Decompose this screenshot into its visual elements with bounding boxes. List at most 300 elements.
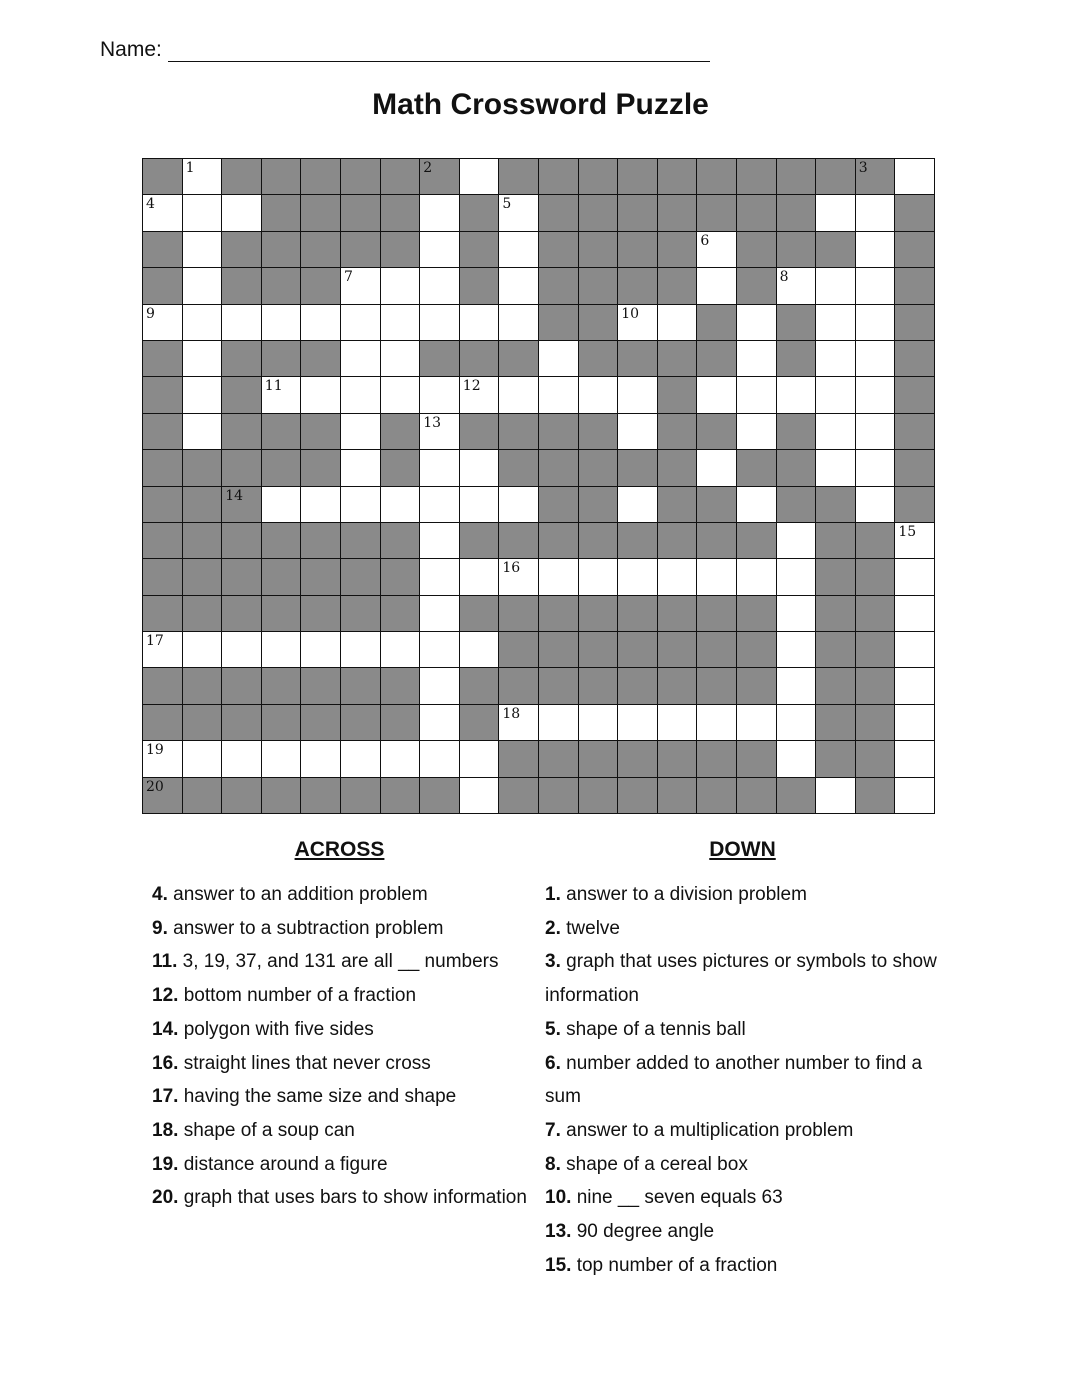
grid-answer-cell[interactable] — [856, 341, 895, 376]
grid-block-cell — [737, 268, 776, 303]
grid-block-cell — [262, 450, 301, 485]
grid-answer-cell[interactable] — [856, 414, 895, 449]
grid-answer-cell[interactable] — [420, 668, 459, 703]
grid-answer-cell[interactable] — [143, 741, 182, 776]
grid-answer-cell[interactable] — [420, 414, 459, 449]
grid-answer-cell[interactable] — [895, 559, 934, 594]
grid-answer-cell[interactable] — [618, 414, 657, 449]
grid-answer-cell[interactable] — [460, 159, 499, 194]
clue-number: 17 — [146, 633, 164, 650]
grid-block-cell — [856, 632, 895, 667]
grid-block-cell — [777, 195, 816, 230]
clue-number-label: 6. — [545, 1052, 561, 1074]
grid-answer-cell[interactable] — [737, 377, 776, 412]
grid-block-cell — [222, 705, 261, 740]
grid-answer-cell[interactable] — [381, 305, 420, 340]
down-clue — [545, 1181, 940, 1215]
grid-block-cell — [579, 195, 618, 230]
clue-text: having the same size and shape — [178, 1086, 457, 1108]
grid-block-cell — [816, 632, 855, 667]
grid-block-cell — [895, 377, 934, 412]
clue-number-label: 11. — [152, 951, 178, 973]
grid-answer-cell[interactable] — [420, 596, 459, 631]
across-clue-list — [152, 878, 527, 1215]
clue-number: 14 — [225, 487, 244, 504]
grid-block-cell — [579, 450, 618, 485]
grid-answer-cell[interactable] — [143, 632, 182, 667]
grid-answer-cell[interactable] — [856, 195, 895, 230]
grid-answer-cell[interactable] — [579, 705, 618, 740]
grid-answer-cell[interactable] — [777, 596, 816, 631]
grid-answer-cell[interactable] — [499, 232, 538, 267]
grid-block-cell — [579, 341, 618, 376]
grid-block-cell — [856, 741, 895, 776]
grid-answer-cell[interactable] — [816, 268, 855, 303]
grid-answer-cell[interactable] — [856, 305, 895, 340]
grid-answer-cell[interactable] — [183, 195, 222, 230]
grid-answer-cell[interactable] — [895, 705, 934, 740]
grid-answer-cell[interactable] — [460, 632, 499, 667]
grid-answer-cell[interactable] — [816, 305, 855, 340]
grid-block-cell — [816, 668, 855, 703]
grid-answer-cell[interactable] — [341, 414, 380, 449]
clue-text: shape of a cereal box — [560, 1153, 748, 1175]
grid-block-cell — [499, 159, 538, 194]
grid-answer-cell[interactable] — [895, 778, 934, 813]
grid-answer-cell[interactable] — [777, 377, 816, 412]
grid-answer-cell[interactable] — [499, 268, 538, 303]
clue-text: 90 degree angle — [571, 1221, 715, 1243]
grid-answer-cell[interactable] — [856, 232, 895, 267]
grid-block-cell — [618, 778, 657, 813]
grid-answer-cell[interactable] — [777, 705, 816, 740]
grid-block-cell — [539, 450, 578, 485]
grid-block-cell — [618, 159, 657, 194]
grid-block-cell — [301, 195, 340, 230]
grid-answer-cell[interactable] — [777, 268, 816, 303]
grid-block-cell — [777, 341, 816, 376]
grid-block-cell — [262, 414, 301, 449]
grid-block-cell — [222, 414, 261, 449]
grid-block-cell — [579, 668, 618, 703]
grid-block-cell — [697, 596, 736, 631]
clue-number: 7 — [343, 269, 353, 286]
grid-answer-cell[interactable] — [777, 668, 816, 703]
grid-answer-cell[interactable] — [420, 268, 459, 303]
grid-block-cell — [301, 668, 340, 703]
grid-answer-cell[interactable] — [579, 559, 618, 594]
grid-answer-cell[interactable] — [301, 632, 340, 667]
grid-answer-cell[interactable] — [262, 741, 301, 776]
clue-text: shape of a soup can — [178, 1119, 355, 1141]
grid-answer-cell[interactable] — [301, 741, 340, 776]
grid-answer-cell[interactable] — [816, 450, 855, 485]
grid-answer-cell[interactable] — [737, 559, 776, 594]
grid-block-cell — [816, 159, 855, 194]
grid-block-cell — [539, 232, 578, 267]
clue-number-label: 19. — [152, 1153, 179, 1175]
grid-answer-cell[interactable] — [381, 341, 420, 376]
grid-block-cell — [658, 487, 697, 522]
grid-answer-cell[interactable] — [856, 268, 895, 303]
grid-answer-cell[interactable] — [183, 414, 222, 449]
grid-block-cell — [262, 668, 301, 703]
grid-block-cell — [262, 341, 301, 376]
grid-block-cell — [895, 232, 934, 267]
grid-block-cell — [895, 450, 934, 485]
grid-block-cell — [697, 195, 736, 230]
grid-block-cell — [737, 632, 776, 667]
grid-block-cell — [816, 523, 855, 558]
grid-answer-cell[interactable] — [262, 632, 301, 667]
clue-text: answer to an addition problem — [167, 884, 428, 905]
grid-answer-cell[interactable] — [183, 159, 222, 194]
grid-answer-cell[interactable] — [262, 487, 301, 522]
grid-block-cell — [579, 159, 618, 194]
clue-text: straight lines that never cross — [178, 1052, 431, 1074]
across-clue — [152, 878, 527, 912]
grid-block-cell — [143, 778, 182, 813]
clue-text: answer to a subtraction problem — [167, 917, 444, 939]
grid-answer-cell[interactable] — [460, 377, 499, 412]
grid-answer-cell[interactable] — [301, 305, 340, 340]
grid-block-cell — [143, 487, 182, 522]
grid-block-cell — [341, 778, 380, 813]
grid-answer-cell[interactable] — [618, 487, 657, 522]
grid-answer-cell[interactable] — [697, 232, 736, 267]
grid-block-cell — [262, 705, 301, 740]
grid-answer-cell[interactable] — [697, 705, 736, 740]
clue-text: nine __ seven equals 63 — [571, 1187, 783, 1209]
down-clue — [545, 1013, 940, 1047]
name-field — [100, 38, 710, 62]
grid-block-cell — [222, 559, 261, 594]
grid-block-cell — [222, 668, 261, 703]
grid-block-cell — [777, 778, 816, 813]
grid-block-cell — [381, 450, 420, 485]
grid-answer-cell[interactable] — [499, 195, 538, 230]
grid-block-cell — [301, 414, 340, 449]
grid-answer-cell[interactable] — [499, 305, 538, 340]
grid-answer-cell[interactable] — [460, 305, 499, 340]
grid-answer-cell[interactable] — [499, 487, 538, 522]
clue-number: 19 — [146, 742, 164, 759]
grid-block-cell — [579, 305, 618, 340]
grid-block-cell — [301, 341, 340, 376]
down-clue — [545, 912, 940, 946]
grid-answer-cell[interactable] — [856, 450, 895, 485]
grid-block-cell — [183, 596, 222, 631]
grid-block-cell — [856, 523, 895, 558]
grid-answer-cell[interactable] — [618, 305, 657, 340]
grid-answer-cell[interactable] — [301, 487, 340, 522]
grid-answer-cell[interactable] — [895, 523, 934, 558]
grid-block-cell — [618, 195, 657, 230]
grid-block-cell — [579, 232, 618, 267]
grid-answer-cell[interactable] — [183, 268, 222, 303]
grid-answer-cell[interactable] — [183, 232, 222, 267]
grid-block-cell — [460, 232, 499, 267]
across-clue — [152, 979, 527, 1013]
grid-answer-cell[interactable] — [460, 450, 499, 485]
grid-answer-cell[interactable] — [183, 377, 222, 412]
grid-answer-cell[interactable] — [341, 377, 380, 412]
grid-answer-cell[interactable] — [222, 305, 261, 340]
grid-answer-cell[interactable] — [895, 596, 934, 631]
grid-block-cell — [222, 377, 261, 412]
grid-answer-cell[interactable] — [618, 705, 657, 740]
grid-block-cell — [341, 159, 380, 194]
grid-answer-cell[interactable] — [777, 741, 816, 776]
grid-answer-cell[interactable] — [460, 778, 499, 813]
grid-answer-cell[interactable] — [460, 487, 499, 522]
grid-block-cell — [143, 596, 182, 631]
clue-number: 2 — [423, 160, 433, 176]
grid-block-cell — [222, 159, 261, 194]
grid-answer-cell[interactable] — [658, 305, 697, 340]
grid-answer-cell[interactable] — [697, 377, 736, 412]
grid-answer-cell[interactable] — [777, 523, 816, 558]
grid-answer-cell[interactable] — [816, 377, 855, 412]
across-clue — [152, 1114, 527, 1148]
grid-answer-cell[interactable] — [737, 487, 776, 522]
grid-block-cell — [697, 341, 736, 376]
grid-block-cell — [539, 741, 578, 776]
clue-text: graph that uses bars to show information — [178, 1187, 527, 1209]
grid-block-cell — [777, 414, 816, 449]
grid-answer-cell[interactable] — [420, 195, 459, 230]
grid-answer-cell[interactable] — [658, 559, 697, 594]
grid-answer-cell[interactable] — [143, 195, 182, 230]
grid-block-cell — [579, 268, 618, 303]
grid-answer-cell[interactable] — [816, 195, 855, 230]
grid-block-cell — [737, 450, 776, 485]
grid-answer-cell[interactable] — [183, 632, 222, 667]
grid-block-cell — [262, 559, 301, 594]
grid-block-cell — [618, 741, 657, 776]
grid-answer-cell[interactable] — [183, 305, 222, 340]
grid-block-cell — [579, 414, 618, 449]
grid-answer-cell[interactable] — [856, 487, 895, 522]
grid-block-cell — [222, 778, 261, 813]
grid-answer-cell[interactable] — [895, 668, 934, 703]
grid-block-cell — [539, 778, 578, 813]
grid-answer-cell[interactable] — [381, 377, 420, 412]
grid-block-cell — [658, 268, 697, 303]
clue-number: 12 — [462, 378, 481, 395]
down-clue — [545, 1148, 940, 1182]
across-clue — [152, 1181, 527, 1215]
grid-answer-cell[interactable] — [341, 741, 380, 776]
grid-answer-cell[interactable] — [341, 632, 380, 667]
grid-block-cell — [579, 741, 618, 776]
across-heading: ACROSS — [294, 838, 385, 861]
grid-block-cell — [777, 305, 816, 340]
grid-block-cell — [301, 778, 340, 813]
grid-answer-cell[interactable] — [579, 377, 618, 412]
grid-answer-cell[interactable] — [420, 632, 459, 667]
clue-text: polygon with five sides — [178, 1018, 374, 1040]
grid-answer-cell[interactable] — [301, 377, 340, 412]
grid-answer-cell[interactable] — [816, 341, 855, 376]
grid-answer-cell[interactable] — [341, 305, 380, 340]
grid-answer-cell[interactable] — [777, 632, 816, 667]
grid-answer-cell[interactable] — [143, 305, 182, 340]
grid-answer-cell[interactable] — [499, 705, 538, 740]
grid-block-cell — [183, 450, 222, 485]
grid-answer-cell[interactable] — [816, 778, 855, 813]
grid-block-cell — [183, 523, 222, 558]
grid-answer-cell[interactable] — [420, 741, 459, 776]
grid-block-cell — [618, 232, 657, 267]
clue-text: top number of a fraction — [571, 1254, 778, 1276]
grid-answer-cell[interactable] — [737, 305, 776, 340]
clue-text: 3, 19, 37, and 131 are all __ numbers — [177, 951, 499, 973]
grid-answer-cell[interactable] — [539, 705, 578, 740]
grid-answer-cell[interactable] — [895, 159, 934, 194]
grid-block-cell — [301, 232, 340, 267]
grid-answer-cell[interactable] — [737, 414, 776, 449]
grid-answer-cell[interactable] — [460, 559, 499, 594]
grid-block-cell — [301, 159, 340, 194]
grid-answer-cell[interactable] — [420, 523, 459, 558]
grid-block-cell — [381, 778, 420, 813]
grid-answer-cell[interactable] — [420, 559, 459, 594]
grid-block-cell — [262, 778, 301, 813]
grid-answer-cell[interactable] — [381, 632, 420, 667]
grid-answer-cell[interactable] — [618, 377, 657, 412]
grid-answer-cell[interactable] — [420, 305, 459, 340]
grid-answer-cell[interactable] — [183, 341, 222, 376]
grid-answer-cell[interactable] — [658, 705, 697, 740]
grid-block-cell — [777, 487, 816, 522]
grid-answer-cell[interactable] — [262, 305, 301, 340]
clue-number-label: 3. — [545, 951, 561, 973]
grid-block-cell — [143, 232, 182, 267]
grid-block-cell — [697, 159, 736, 194]
clue-text: answer to a multiplication problem — [560, 1119, 854, 1141]
grid-block-cell — [499, 668, 538, 703]
clue-number-label: 12. — [152, 985, 179, 1007]
grid-block-cell — [737, 668, 776, 703]
grid-block-cell — [697, 741, 736, 776]
grid-answer-cell[interactable] — [183, 741, 222, 776]
grid-answer-cell[interactable] — [895, 741, 934, 776]
grid-answer-cell[interactable] — [222, 741, 261, 776]
grid-answer-cell[interactable] — [499, 559, 538, 594]
clue-number-label: 8. — [545, 1153, 561, 1175]
grid-answer-cell[interactable] — [697, 268, 736, 303]
grid-block-cell — [777, 232, 816, 267]
grid-answer-cell[interactable] — [856, 377, 895, 412]
down-clue-list — [545, 878, 940, 1282]
grid-answer-cell[interactable] — [697, 559, 736, 594]
grid-answer-cell[interactable] — [420, 450, 459, 485]
grid-answer-cell[interactable] — [499, 377, 538, 412]
clue-text: number added to another number to find a sum — [545, 1052, 923, 1108]
clue-number-label: 14. — [152, 1018, 179, 1040]
grid-block-cell — [222, 232, 261, 267]
grid-block-cell — [143, 668, 182, 703]
grid-block-cell — [618, 523, 657, 558]
grid-block-cell — [539, 159, 578, 194]
grid-answer-cell[interactable] — [381, 741, 420, 776]
grid-answer-cell[interactable] — [618, 559, 657, 594]
grid-answer-cell[interactable] — [420, 487, 459, 522]
grid-block-cell — [341, 559, 380, 594]
clue-number: 1 — [185, 160, 195, 176]
across-clue — [152, 1148, 527, 1182]
grid-block-cell — [222, 523, 261, 558]
grid-block-cell — [262, 523, 301, 558]
grid-answer-cell[interactable] — [539, 341, 578, 376]
grid-answer-cell[interactable] — [539, 377, 578, 412]
across-clue — [152, 945, 527, 979]
grid-answer-cell[interactable] — [381, 487, 420, 522]
grid-answer-cell[interactable] — [697, 450, 736, 485]
across-clue — [152, 1013, 527, 1047]
grid-answer-cell[interactable] — [460, 741, 499, 776]
grid-answer-cell[interactable] — [341, 450, 380, 485]
grid-answer-cell[interactable] — [222, 632, 261, 667]
grid-block-cell — [658, 414, 697, 449]
grid-block-cell — [460, 705, 499, 740]
grid-block-cell — [658, 596, 697, 631]
grid-block-cell — [183, 778, 222, 813]
grid-block-cell — [579, 487, 618, 522]
grid-block-cell — [460, 668, 499, 703]
grid-answer-cell[interactable] — [895, 632, 934, 667]
grid-answer-cell[interactable] — [341, 268, 380, 303]
grid-block-cell — [737, 523, 776, 558]
clue-text: bottom number of a fraction — [178, 985, 417, 1007]
clue-number-label: 9. — [152, 917, 168, 939]
grid-answer-cell[interactable] — [341, 341, 380, 376]
grid-answer-cell[interactable] — [381, 268, 420, 303]
grid-block-cell — [301, 523, 340, 558]
grid-block-cell — [262, 195, 301, 230]
grid-answer-cell[interactable] — [737, 705, 776, 740]
grid-answer-cell[interactable] — [539, 559, 578, 594]
down-clue — [545, 1114, 940, 1148]
grid-block-cell — [895, 305, 934, 340]
grid-block-cell — [341, 232, 380, 267]
grid-block-cell — [816, 559, 855, 594]
grid-answer-cell[interactable] — [420, 705, 459, 740]
grid-block-cell — [183, 559, 222, 594]
grid-block-cell — [539, 487, 578, 522]
grid-answer-cell[interactable] — [420, 232, 459, 267]
grid-block-cell — [579, 632, 618, 667]
grid-block-cell — [499, 741, 538, 776]
grid-block-cell — [143, 705, 182, 740]
grid-answer-cell[interactable] — [222, 195, 261, 230]
grid-answer-cell[interactable] — [341, 487, 380, 522]
name-blank-line[interactable] — [168, 39, 710, 62]
clue-number: 8 — [779, 269, 789, 286]
grid-answer-cell[interactable] — [262, 377, 301, 412]
grid-answer-cell[interactable] — [420, 377, 459, 412]
grid-block-cell — [658, 195, 697, 230]
grid-block-cell — [697, 778, 736, 813]
grid-answer-cell[interactable] — [816, 414, 855, 449]
grid-block-cell — [856, 159, 895, 194]
grid-block-cell — [618, 668, 657, 703]
clue-number: 15 — [898, 523, 917, 540]
grid-answer-cell[interactable] — [777, 559, 816, 594]
grid-answer-cell[interactable] — [737, 341, 776, 376]
clue-number-label: 13. — [545, 1221, 572, 1243]
